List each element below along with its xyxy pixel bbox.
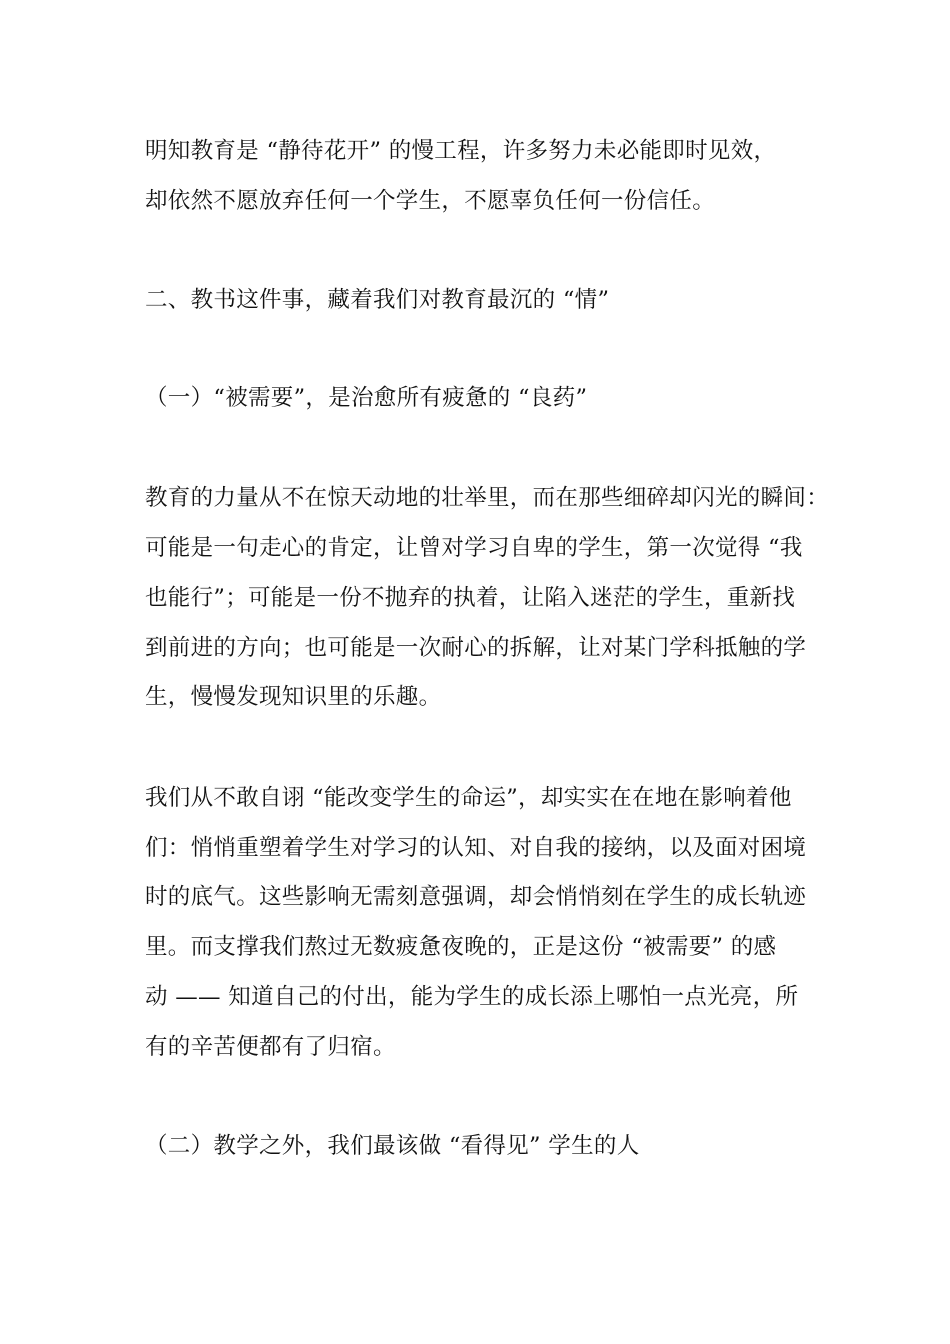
paragraph-line: 有的辛苦便都有了归宿。 — [145, 1034, 396, 1060]
paragraph-line: 教育的力量从不在惊天动地的壮举里，而在那些细碎却闪光的瞬间： — [145, 485, 830, 511]
paragraph-line: 也能行”；可能是一份不抛弃的执着，让陷入迷茫的学生，重新找 — [145, 585, 796, 611]
paragraph-line: 可能是一句走心的肯定，让曾对学习自卑的学生，第一次觉得 “我 — [145, 535, 803, 561]
paragraph-line: 到前进的方向；也可能是一次耐心的拆解，让对某门学科抵触的学 — [145, 635, 807, 661]
paragraph-line: 里。而支撑我们熬过无数疲惫夜晚的，正是这份 “被需要” 的感 — [145, 934, 777, 960]
paragraph-line: 却依然不愿放弃任何一个学生，不愿辜负任何一份信任。 — [145, 188, 716, 214]
paragraph-line: 们：悄悄重塑着学生对学习的认知、对自我的接纳，以及面对困境 — [145, 835, 807, 861]
subsection-heading: （二）教学之外，我们最该做 “看得见” 学生的人 — [145, 1133, 640, 1159]
paragraph-line: 动 —— 知道自己的付出，能为学生的成长添上哪怕一点光亮，所 — [145, 984, 799, 1010]
paragraph-line: 生，慢慢发现知识里的乐趣。 — [145, 684, 442, 710]
paragraph-line: 我们从不敢自诩 “能改变学生的命运”，却实实在在地在影响着他 — [145, 785, 792, 811]
paragraph-line: 明知教育是 “静待花开” 的慢工程，许多努力未必能即时见效， — [145, 138, 777, 164]
paragraph-line: 时的底气。这些影响无需刻意强调，却会悄悄刻在学生的成长轨迹 — [145, 884, 807, 910]
subsection-heading: （一）“被需要”，是治愈所有疲惫的 “良药” — [145, 385, 588, 411]
section-heading: 二、教书这件事，藏着我们对教育最沉的 “情” — [145, 287, 610, 313]
